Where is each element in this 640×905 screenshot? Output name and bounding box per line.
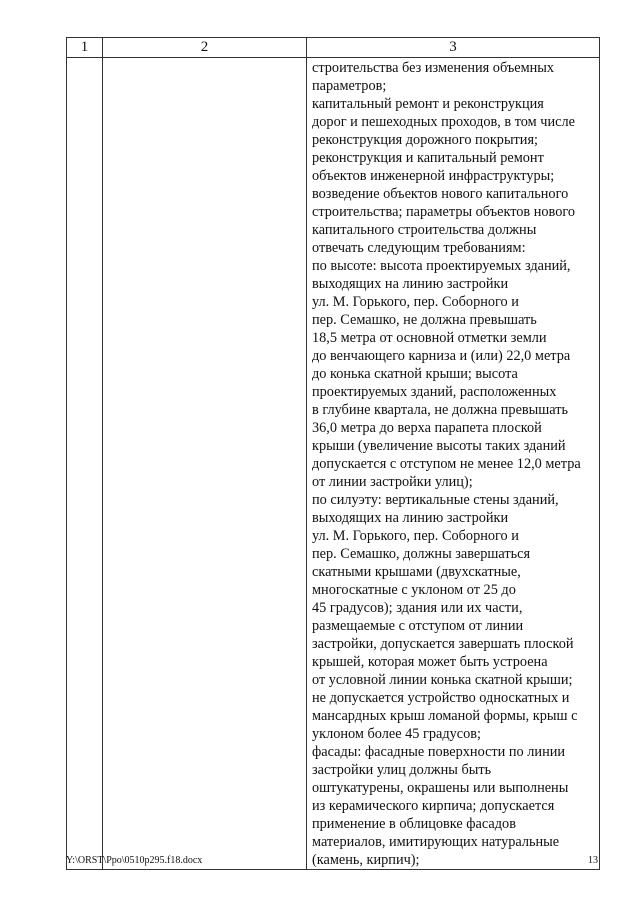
- text-line: в глубине квартала, не должна превышать: [312, 402, 569, 418]
- text-line: многоскатные с уклоном от 25 до: [312, 582, 516, 598]
- text-line: материалов, имитирующих натуральные: [312, 834, 560, 850]
- text-line: применение в облицовке фасадов: [312, 816, 516, 832]
- text-line: по силуэту: вертикальные стены зданий,: [312, 492, 559, 508]
- document-table: [66, 37, 600, 870]
- text-line: 36,0 метра до верха парапета плоской: [312, 420, 542, 436]
- text-line: скатными крышами (двухскатные,: [312, 564, 521, 580]
- text-line: до конька скатной крыши; высота: [312, 366, 518, 382]
- text-line: ул. М. Горького, пер. Соборного и: [312, 528, 519, 544]
- text-line: капитального строительства должны: [312, 222, 537, 238]
- text-line: строительства; параметры объектов нового: [312, 204, 575, 220]
- header-col-1: 1: [67, 38, 103, 58]
- text-line: возведение объектов нового капитального: [312, 186, 569, 202]
- text-line: не допускается устройство односкатных и: [312, 690, 570, 706]
- text-line: реконструкция и капитальный ремонт: [312, 150, 544, 166]
- text-line: параметров;: [312, 78, 387, 94]
- page-number: 13: [588, 855, 598, 866]
- header-col-2: 2: [103, 38, 307, 58]
- text-line: ул. М. Горького, пер. Соборного и: [312, 294, 519, 310]
- text-line: от линии застройки улиц);: [312, 474, 473, 490]
- cell-col-1: [67, 58, 103, 870]
- text-line: застройки, допускается завершать плоской: [312, 636, 574, 652]
- text-line: 18,5 метра от основной отметки земли: [312, 330, 547, 346]
- text-line: по высоте: высота проектируемых зданий,: [312, 258, 571, 274]
- footer-file-path: Y:\ORST\Ppo\0510p295.f18.docx: [66, 855, 203, 866]
- text-line: до венчающего карниза и (или) 22,0 метра: [312, 348, 571, 364]
- text-line: 45 градусов); здания или их части,: [312, 600, 523, 616]
- text-line: проектируемых зданий, расположенных: [312, 384, 557, 400]
- text-line: пер. Семашко, должны завершаться: [312, 546, 531, 562]
- text-line: реконструкция дорожного покрытия;: [312, 132, 539, 148]
- text-line: от условной линии конька скатной крыши;: [312, 672, 573, 688]
- cell-col-3: [307, 58, 600, 870]
- header-col-3: 3: [307, 38, 600, 58]
- text-line: выходящих на линию застройки: [312, 276, 509, 292]
- text-line: мансардных крыш ломаной формы, крыш с: [312, 708, 578, 724]
- text-line: пер. Семашко, не должна превышать: [312, 312, 537, 328]
- text-line: объектов инженерной инфраструктуры;: [312, 168, 555, 184]
- text-line: размещаемые с отступом от линии: [312, 618, 524, 634]
- text-line: дорог и пешеходных проходов, в том числе: [312, 114, 575, 130]
- text-line: крыши (увеличение высоты таких зданий: [312, 438, 566, 454]
- cell-col-2: [103, 58, 307, 870]
- text-line: фасады: фасадные поверхности по линии: [312, 744, 566, 760]
- text-line: выходящих на линию застройки: [312, 510, 509, 526]
- text-line: застройки улиц должны быть: [312, 762, 492, 778]
- text-line: строительства без изменения объемных: [312, 60, 555, 76]
- text-line: (камень, кирпич);: [312, 852, 420, 868]
- header-row: [67, 38, 600, 58]
- text-line: из керамического кирпича; допускается: [312, 798, 555, 814]
- text-line: допускается с отступом не менее 12,0 метра: [312, 456, 581, 472]
- text-line: крышей, которая может быть устроена: [312, 654, 548, 670]
- text-line: уклоном более 45 градусов;: [312, 726, 482, 742]
- text-line: отвечать следующим требованиям:: [312, 240, 526, 256]
- text-line: капитальный ремонт и реконструкция: [312, 96, 544, 112]
- body-row: [67, 58, 600, 870]
- text-line: оштукатурены, окрашены или выполнены: [312, 780, 569, 796]
